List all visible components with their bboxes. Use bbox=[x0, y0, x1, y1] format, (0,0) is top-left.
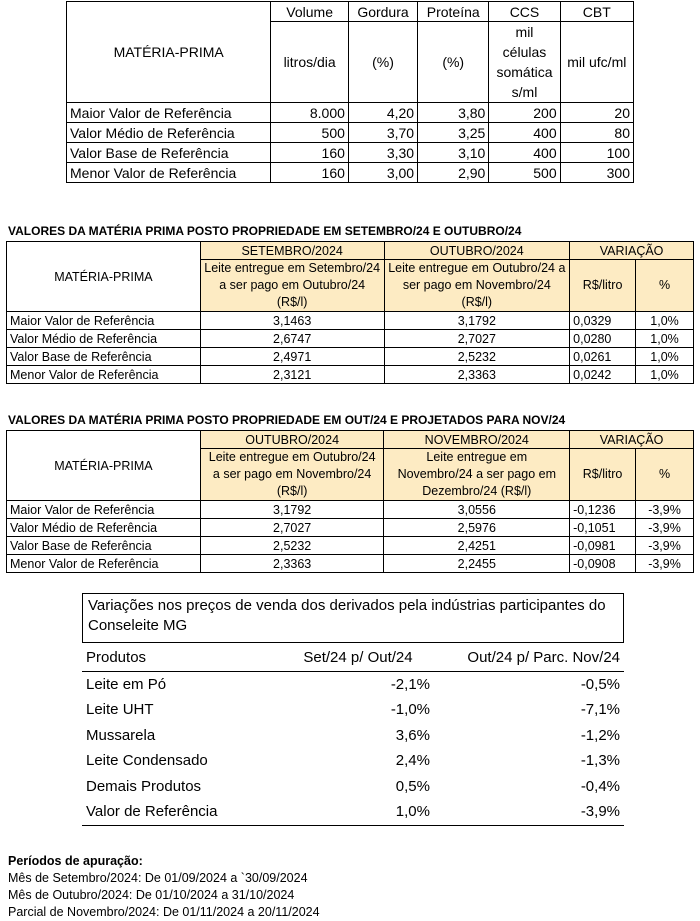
cell: 1,0% bbox=[636, 312, 694, 330]
table-row bbox=[67, 163, 634, 183]
cell: 20 bbox=[560, 103, 633, 123]
col-produtos: Produtos bbox=[82, 645, 282, 671]
cell: -3,9% bbox=[636, 501, 694, 519]
cell: 400 bbox=[489, 123, 560, 143]
price-table-sep-out bbox=[6, 241, 694, 384]
table-header-row bbox=[7, 242, 694, 260]
rs-litro-header: R$/litro bbox=[570, 449, 636, 501]
unit-volume: litros/dia bbox=[271, 22, 349, 103]
cell: 2,5976 bbox=[384, 519, 570, 537]
cell: -0,1236 bbox=[570, 501, 636, 519]
cell: 2,6747 bbox=[200, 330, 384, 348]
month-description: Leite entregue em Setembro/24 a ser pago em Outubro/24 (R$/l) bbox=[200, 260, 384, 312]
cell: -7,1% bbox=[580, 701, 620, 719]
price-table-out-nov bbox=[6, 430, 694, 573]
cell: 3,25 bbox=[418, 123, 489, 143]
cell: 3,70 bbox=[348, 123, 417, 143]
cell: 2,5232 bbox=[200, 537, 384, 555]
cell: 2,4% bbox=[395, 752, 430, 770]
row-label: Menor Valor de Referência bbox=[67, 163, 271, 183]
col-volume: Volume bbox=[271, 2, 349, 22]
row-label: Valor Médio de Referência bbox=[7, 519, 201, 537]
cell: 2,5232 bbox=[384, 348, 570, 366]
materia-prima-header: MATÉRIA-PRIMA bbox=[7, 431, 201, 501]
table-row bbox=[67, 123, 634, 143]
col-set-out: Set/24 p/ Out/24 bbox=[282, 645, 434, 671]
section-title-sep-out: VALORES DA MATÉRIA PRIMA POSTO PROPRIEDADE EM SETEMBRO/24 E OUTUBRO/24 bbox=[8, 224, 522, 238]
cell: 2,3363 bbox=[200, 555, 384, 573]
cell: 4,20 bbox=[348, 103, 417, 123]
col-proteina: Proteína bbox=[418, 2, 489, 22]
month-header: SETEMBRO/2024 bbox=[200, 242, 384, 260]
derivatives-variation-table bbox=[82, 645, 624, 826]
cell: 80 bbox=[560, 123, 633, 143]
table-row bbox=[82, 671, 624, 697]
col-cbt: CBT bbox=[560, 2, 633, 22]
table-row bbox=[7, 555, 694, 573]
row-label: Leite em Pó bbox=[86, 675, 167, 693]
cell: 1,0% bbox=[636, 348, 694, 366]
row-label: Demais Produtos bbox=[86, 777, 202, 795]
cell: 300 bbox=[560, 163, 633, 183]
cell: 160 bbox=[271, 143, 349, 163]
table-header-row bbox=[67, 2, 634, 22]
month-description: Leite entregue em Novembro/24 a ser pago em Dezembro/24 (R$/l) bbox=[384, 449, 570, 501]
col-out-nov: Out/24 p/ Parc. Nov/24 bbox=[434, 645, 624, 671]
cell: 1,0% bbox=[636, 366, 694, 384]
variacao-header: VARIAÇÃO bbox=[570, 242, 694, 260]
month-header: NOVEMBRO/2024 bbox=[384, 431, 570, 449]
row-label: Maior Valor de Referência bbox=[7, 501, 201, 519]
month-description: Leite entregue em Outubro/24 a ser pago em Novembro/24 (R$/l) bbox=[384, 260, 570, 312]
table-row bbox=[7, 366, 694, 384]
cell: 3,0556 bbox=[384, 501, 570, 519]
table-row bbox=[7, 312, 694, 330]
cell: 1,0% bbox=[282, 799, 434, 825]
cell: -1,3% bbox=[580, 752, 620, 770]
footer-title: Períodos de apuração: bbox=[8, 854, 143, 868]
cell: 0,0261 bbox=[570, 348, 636, 366]
cell: -3,9% bbox=[434, 799, 624, 825]
table-row bbox=[82, 748, 624, 774]
derivatives-title-box: Variações nos preços de venda dos derivados pela indústrias participantes do Conseleite MG bbox=[82, 593, 624, 643]
table-row bbox=[7, 348, 694, 366]
variacao-header: VARIAÇÃO bbox=[570, 431, 694, 449]
table-row bbox=[7, 501, 694, 519]
month-header: OUTUBRO/2024 bbox=[384, 242, 570, 260]
cell: -1,2% bbox=[580, 726, 620, 744]
materia-prima-header: MATÉRIA-PRIMA bbox=[7, 242, 201, 312]
cell: 2,3363 bbox=[384, 366, 570, 384]
row-label: Valor Base de Referência bbox=[67, 143, 271, 163]
cell: 500 bbox=[489, 163, 560, 183]
cell: 2,4251 bbox=[384, 537, 570, 555]
cell: 1,0% bbox=[636, 330, 694, 348]
row-label: Valor Base de Referência bbox=[7, 348, 201, 366]
cell: 0,0280 bbox=[570, 330, 636, 348]
cell: -0,1051 bbox=[570, 519, 636, 537]
cell: -0,0981 bbox=[570, 537, 636, 555]
month-description: Leite entregue em Outubro/24 a ser pago em Novembro/24 (R$/l) bbox=[200, 449, 384, 501]
table-row bbox=[67, 103, 634, 123]
period-line: Mês de Outubro/2024: De 01/10/2024 a 31/10/2024 bbox=[8, 888, 295, 902]
cell: 0,5% bbox=[395, 777, 430, 795]
cell: 2,90 bbox=[418, 163, 489, 183]
cell: -3,9% bbox=[636, 555, 694, 573]
materia-prima-header: MATÉRIA-PRIMA bbox=[67, 2, 271, 103]
table-row bbox=[82, 697, 624, 723]
cell: 3,30 bbox=[348, 143, 417, 163]
row-label: Valor Base de Referência bbox=[7, 537, 201, 555]
table-row bbox=[67, 143, 634, 163]
cell: 100 bbox=[560, 143, 633, 163]
table-row bbox=[7, 537, 694, 555]
cell: 160 bbox=[271, 163, 349, 183]
cell: -1,0% bbox=[390, 701, 430, 719]
cell: 2,7027 bbox=[200, 519, 384, 537]
unit-ccs: mil células somática s/ml bbox=[489, 22, 560, 103]
col-ccs: CCS bbox=[489, 2, 560, 22]
cell: -3,9% bbox=[636, 537, 694, 555]
table-header-row bbox=[82, 645, 624, 671]
row-label: Mussarela bbox=[86, 726, 156, 744]
row-label: Valor Médio de Referência bbox=[7, 330, 201, 348]
cell: 400 bbox=[489, 143, 560, 163]
cell: 3,10 bbox=[418, 143, 489, 163]
row-label: Menor Valor de Referência bbox=[7, 555, 201, 573]
rs-litro-header: R$/litro bbox=[570, 260, 636, 312]
cell: 0,0329 bbox=[570, 312, 636, 330]
cell: 500 bbox=[271, 123, 349, 143]
col-gordura: Gordura bbox=[348, 2, 417, 22]
percent-header: % bbox=[636, 449, 694, 501]
row-label: Leite UHT bbox=[86, 701, 154, 719]
row-label: Valor Médio de Referência bbox=[67, 123, 271, 143]
period-line: Mês de Setembro/2024: De 01/09/2024 a `30/09/2024 bbox=[8, 871, 308, 885]
cell: 3,1792 bbox=[384, 312, 570, 330]
unit-gordura: (%) bbox=[348, 22, 417, 103]
cell: 3,1463 bbox=[200, 312, 384, 330]
cell: 8.000 bbox=[271, 103, 349, 123]
cell: 3,80 bbox=[418, 103, 489, 123]
cell: 2,3121 bbox=[200, 366, 384, 384]
month-header: OUTUBRO/2024 bbox=[200, 431, 384, 449]
unit-proteina: (%) bbox=[418, 22, 489, 103]
table-header-row bbox=[7, 431, 694, 449]
cell: 2,2455 bbox=[384, 555, 570, 573]
reference-values-table bbox=[66, 1, 634, 183]
row-label: Valor de Referência bbox=[82, 799, 282, 825]
cell: 2,7027 bbox=[384, 330, 570, 348]
cell: 200 bbox=[489, 103, 560, 123]
table-row bbox=[82, 723, 624, 749]
cell: 3,6% bbox=[395, 726, 430, 744]
cell: 3,00 bbox=[348, 163, 417, 183]
apuracao-periods bbox=[8, 853, 320, 921]
period-line: Parcial de Novembro/2024: De 01/11/2024 a 20/11/2024 bbox=[8, 905, 320, 919]
table-row bbox=[7, 330, 694, 348]
row-label: Maior Valor de Referência bbox=[67, 103, 271, 123]
percent-header: % bbox=[636, 260, 694, 312]
row-label: Menor Valor de Referência bbox=[7, 366, 201, 384]
table-row bbox=[82, 799, 624, 825]
cell: -0,5% bbox=[580, 675, 620, 693]
table-row bbox=[7, 519, 694, 537]
cell: 2,4971 bbox=[200, 348, 384, 366]
row-label: Maior Valor de Referência bbox=[7, 312, 201, 330]
table-row bbox=[82, 774, 624, 800]
cell: -2,1% bbox=[390, 675, 430, 693]
row-label: Leite Condensado bbox=[86, 752, 208, 770]
cell: 0,0242 bbox=[570, 366, 636, 384]
cell: -0,4% bbox=[580, 777, 620, 795]
section-title-out-nov: VALORES DA MATÉRIA PRIMA POSTO PROPRIEDADE EM OUT/24 E PROJETADOS PARA NOV/24 bbox=[8, 413, 566, 427]
cell: -3,9% bbox=[636, 519, 694, 537]
cell: -0,0908 bbox=[570, 555, 636, 573]
cell: 3,1792 bbox=[200, 501, 384, 519]
unit-cbt: mil ufc/ml bbox=[560, 22, 633, 103]
